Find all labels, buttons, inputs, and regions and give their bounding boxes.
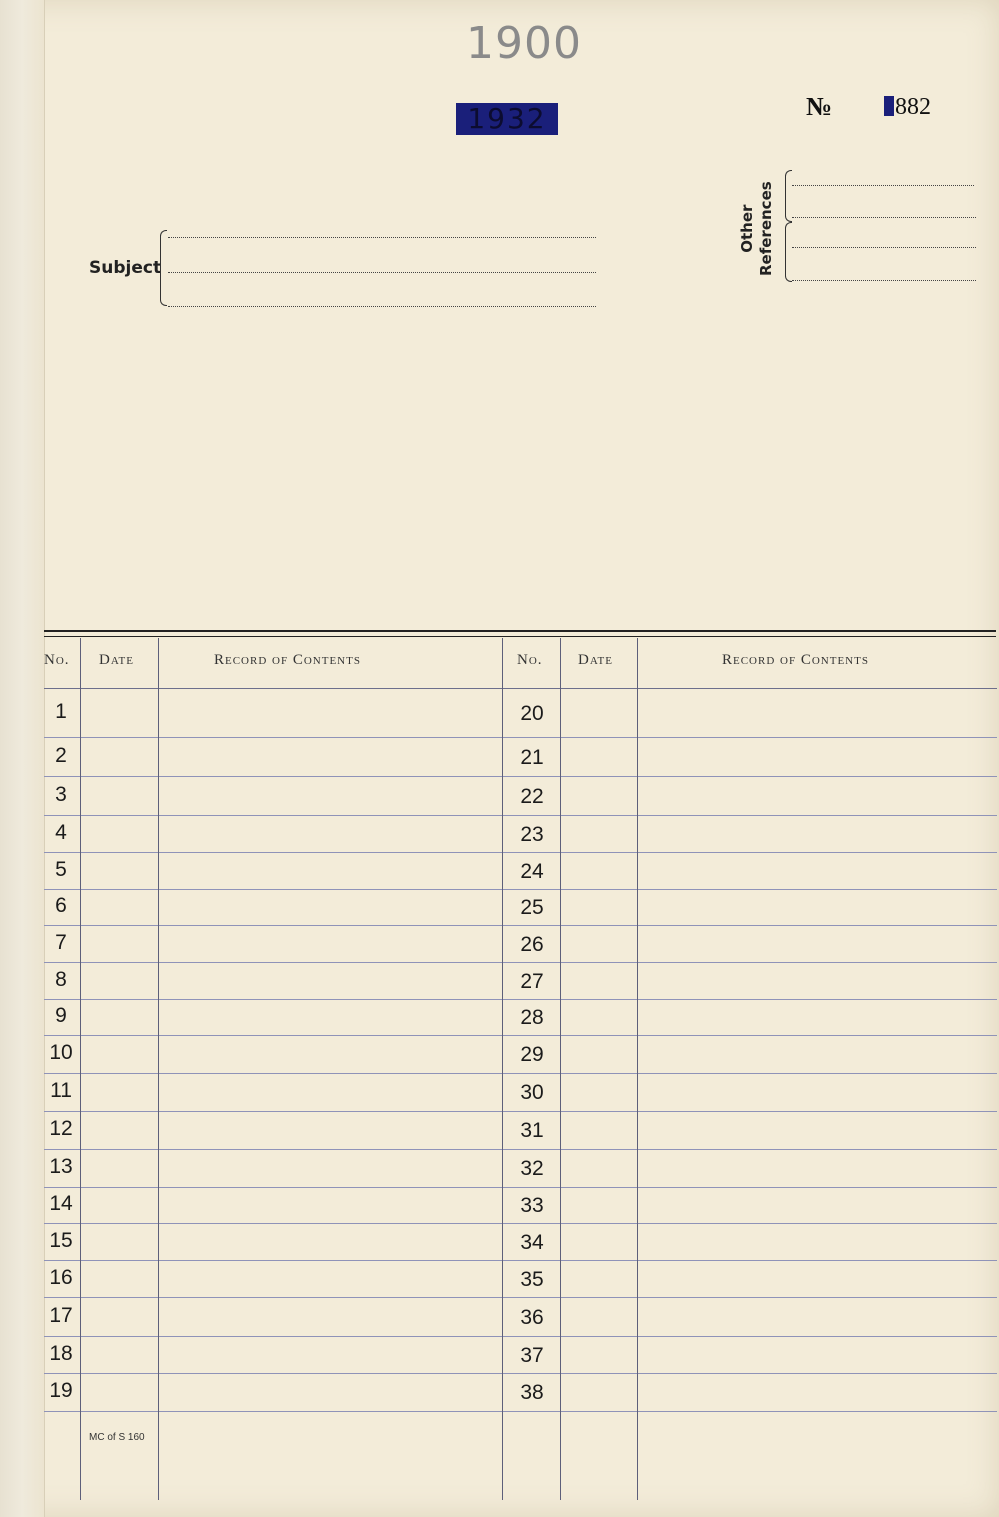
table-row-line [44,1149,997,1150]
table-row-line [44,1336,997,1337]
row-number-right: 25 [520,896,544,919]
row-number-left: 3 [55,782,67,806]
other-ref-line-3[interactable] [792,247,976,248]
file-number-text: 882 [895,94,931,120]
table-row-line [44,1297,997,1298]
row-number-left: 4 [55,820,67,844]
other-references-line2: References [757,181,775,276]
other-ref-line-1[interactable] [792,185,974,186]
table-row-line [44,925,997,926]
row-number-right: 21 [520,745,544,769]
file-number-value [884,94,931,121]
row-number-right: 32 [520,1157,544,1180]
row-number-left: 13 [49,1155,73,1178]
row-number-right: 33 [520,1194,544,1217]
row-number-left: 11 [50,1079,72,1102]
other-references-line1: Other [738,204,756,253]
subject-line-3[interactable] [168,306,596,307]
file-number-label: № [806,92,833,121]
row-number-right: 36 [520,1305,544,1329]
header-no-right: No. [517,652,543,668]
subject-label: Subject [89,258,162,278]
row-number-left: 12 [49,1117,73,1140]
table-row-line [44,1187,997,1188]
row-number-right: 37 [520,1343,544,1367]
table-top-rule-1 [44,630,996,632]
table-row-line [44,1111,997,1112]
row-number-right: 20 [520,701,544,725]
table-row-line [44,1223,997,1224]
ink-blot [884,96,894,116]
table-column-line [80,638,81,1500]
table-row-line [44,852,997,853]
row-number-right: 24 [520,859,544,883]
table-row-line [44,1035,997,1036]
table-row-line [44,688,997,689]
row-number-left: 10 [49,1041,73,1064]
row-number-left: 1 [55,699,67,723]
row-number-left: 6 [55,894,67,917]
table-column-line [502,638,503,1500]
header-record-left: Record of Contents [214,652,361,668]
row-number-left: 16 [49,1265,73,1289]
table-row-line [44,1411,997,1412]
header-no-left: No. [44,652,70,668]
header-record-right: Record of Contents [722,652,869,668]
other-ref-line-2[interactable] [792,217,976,218]
row-number-left: 14 [49,1192,73,1215]
table-column-line [637,638,638,1500]
row-number-right: 35 [520,1267,544,1291]
year-stamp-grey: 1900 [466,18,582,69]
row-number-left: 19 [49,1379,73,1402]
row-number-right: 26 [520,932,544,956]
row-number-left: 5 [55,857,67,881]
other-references-bracket-bottom [785,222,792,282]
row-number-left: 9 [55,1004,67,1027]
other-references-bracket-top [785,170,792,222]
row-number-left: 8 [55,967,67,991]
row-number-right: 29 [520,1043,544,1066]
row-number-right: 31 [520,1119,544,1142]
row-number-right: 30 [520,1081,544,1104]
year-stamp-blue: 1932 [456,103,558,135]
other-references-label [738,181,776,276]
row-number-right: 22 [520,784,544,808]
table-row-line [44,1073,997,1074]
table-row-line [44,815,997,816]
row-number-right: 27 [520,969,544,993]
header-date-left: Date [99,652,134,668]
row-number-right: 34 [520,1230,544,1254]
other-ref-line-4[interactable] [792,280,976,281]
row-number-left: 2 [55,743,67,767]
subject-bracket [160,230,167,306]
table-row-line [44,889,997,890]
form-code: MC of S 160 [89,1432,145,1443]
subject-line-2[interactable] [168,272,596,273]
table-column-line [560,638,561,1500]
table-top-rule-2 [44,636,996,637]
row-number-left: 7 [55,930,67,954]
table-row-line [44,1260,997,1261]
table-column-line [158,638,159,1500]
header-date-right: Date [578,652,613,668]
table-row-line [44,962,997,963]
row-number-right: 38 [520,1381,544,1404]
row-number-right: 28 [520,1006,544,1029]
binding-spine [0,0,45,1517]
row-number-right: 23 [520,822,544,846]
table-row-line [44,1373,997,1374]
subject-line-1[interactable] [168,237,596,238]
row-number-left: 15 [49,1228,73,1252]
table-row-line [44,737,997,738]
row-number-left: 18 [49,1341,73,1365]
table-row-line [44,776,997,777]
table-row-line [44,999,997,1000]
row-number-left: 17 [49,1303,73,1327]
